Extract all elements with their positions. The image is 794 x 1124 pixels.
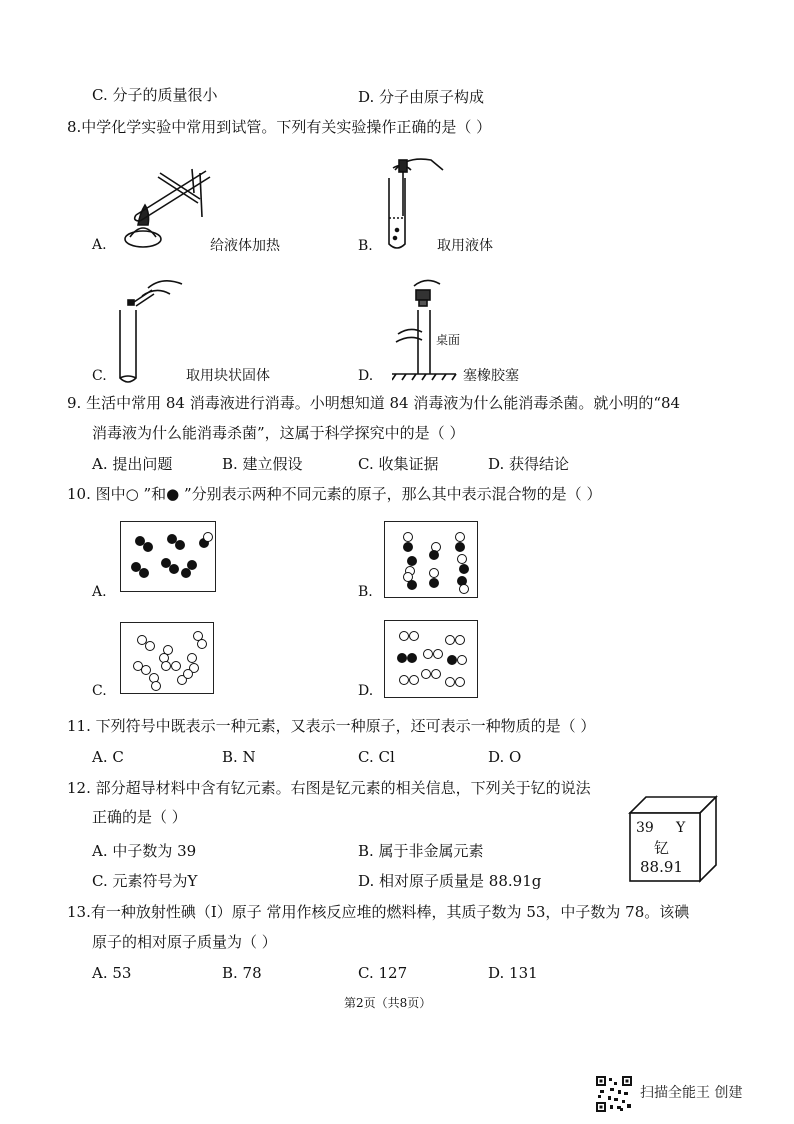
q9-option-c: C. 收集证据	[358, 455, 439, 473]
q13-option-c: C. 127	[358, 964, 408, 982]
q10-box-b	[384, 521, 478, 598]
q8-figure-inserting-stopper	[392, 270, 472, 382]
q9-option-b: B. 建立假设	[222, 455, 303, 473]
q10-c-letter: C.	[92, 683, 107, 699]
q9-stem-line1: 9. 生活中常用 84 消毒液进行消毒。小明想知道 84 消毒液为什么能消毒杀菌。就小明的“84	[67, 394, 681, 412]
q10-a-letter: A.	[92, 584, 107, 600]
q8-d-caption: 塞橡胶塞	[463, 368, 519, 384]
q13-option-a: A. 53	[92, 964, 132, 982]
q10-box-d	[384, 620, 478, 698]
q9-stem-line2: 消毒液为什么能消毒杀菌”，这属于科学探究中的是（ ）	[92, 424, 465, 442]
q10-d-letter: D.	[358, 683, 374, 699]
q8-b-letter: B.	[358, 238, 373, 254]
q9-option-d: D. 获得结论	[488, 455, 570, 473]
q13-option-d: D. 131	[488, 964, 538, 982]
q8-d-desk-label: 桌面	[436, 333, 461, 347]
q11-option-a: A. C	[92, 748, 124, 766]
q8-c-letter: C.	[92, 368, 107, 384]
qr-code-icon	[596, 1076, 632, 1112]
q9-option-a: A. 提出问题	[92, 455, 173, 473]
q12-option-d: D. 相对原子质量是 88.91g	[358, 872, 542, 890]
q8-figure-taking-block-solid	[112, 270, 192, 390]
q13-stem-line1: 13.有一种放射性碘（I）原子 常用作核反应堆的燃料棒，其质子数为 53，中子数为 78。该碘	[67, 903, 690, 921]
q11-option-d: D. O	[488, 748, 522, 766]
q8-c-caption: 取用块状固体	[186, 368, 270, 384]
q12-option-c: C. 元素符号为Y	[92, 872, 198, 890]
element-atomic-number: 39	[636, 820, 654, 836]
q12-stem-line2: 正确的是（ ）	[92, 808, 187, 826]
q11-stem: 11. 下列符号中既表示一种元素，又表示一种原子，还可表示一种物质的是（ ）	[67, 717, 596, 735]
q13-stem-line2: 原子的相对原子质量为（ ）	[92, 933, 277, 951]
q8-figure-heating-liquid	[118, 155, 218, 255]
q13-option-b: B. 78	[222, 964, 262, 982]
page-number: 第2页（共8页）	[344, 996, 432, 1010]
q8-a-letter: A.	[92, 237, 107, 253]
element-name: 钇	[654, 839, 670, 857]
q11-option-c: C. Cl	[358, 748, 395, 766]
element-atomic-mass: 88.91	[640, 858, 683, 876]
q8-stem: 8.中学化学实验中常用到试管。下列有关实验操作正确的是（ ）	[67, 118, 492, 136]
q8-b-caption: 取用液体	[437, 238, 493, 254]
q8-figure-taking-liquid	[375, 148, 445, 258]
q12-stem-line1: 12. 部分超导材料中含有钇元素。右图是钇元素的相关信息，下列关于钇的说法	[67, 779, 591, 797]
q12-option-b: B. 属于非金属元素	[358, 842, 484, 860]
q10-stem: 10. 图中○ ”和● ”分别表示两种不同元素的原子，那么其中表示混合物的是（ ）	[67, 485, 602, 503]
q10-box-c	[120, 622, 214, 694]
q7-option-d: D. 分子由原子构成	[358, 88, 485, 106]
q10-b-letter: B.	[358, 584, 373, 600]
watermark-text: 扫描全能王 创建	[640, 1085, 743, 1101]
q8-d-letter: D.	[358, 368, 374, 384]
q11-option-b: B. N	[222, 748, 256, 766]
q8-a-caption: 给液体加热	[210, 238, 280, 254]
element-symbol: Y	[676, 820, 686, 836]
q10-box-a	[120, 521, 216, 592]
q12-option-a: A. 中子数为 39	[92, 842, 197, 860]
q7-option-c: C. 分子的质量很小	[92, 86, 218, 104]
